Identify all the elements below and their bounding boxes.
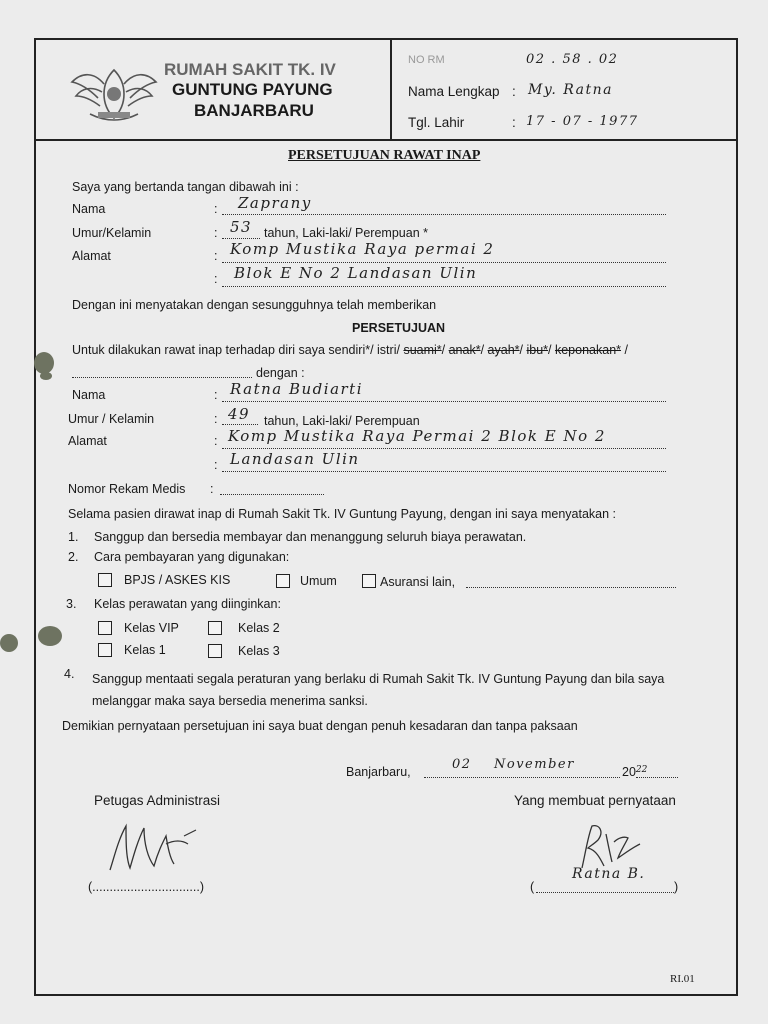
statement-text: Dengan ini menyatakan dengan sesungguhnya telah memberikan xyxy=(72,298,437,312)
signer-alamat-value2: Blok E No 2 Landasan Ulin xyxy=(234,264,478,282)
item-2-text: Cara pembayaran yang digunakan: xyxy=(94,550,290,564)
persetujuan-heading: PERSETUJUAN xyxy=(352,321,446,335)
signer-umur-line xyxy=(222,238,260,239)
kelas-3-label: Kelas 3 xyxy=(238,644,280,658)
demikian-text: Demikian pernyataan persetujuan ini saya buat dengan penuh kesadaran dan tanpa paksaan xyxy=(62,719,578,733)
pembuat-signature xyxy=(574,820,654,872)
item-number: 1. xyxy=(68,530,79,544)
pembuat-label: Yang membuat pernyataan xyxy=(514,793,676,808)
signer-alamat-label: Alamat xyxy=(72,249,111,263)
colon: : xyxy=(512,115,516,130)
patient-umur-line xyxy=(222,424,258,425)
date-month: November xyxy=(494,757,575,772)
patient-alamat-line1 xyxy=(222,448,666,449)
nama-lengkap-label: Nama Lengkap xyxy=(408,84,500,99)
petugas-label: Petugas Administrasi xyxy=(94,793,221,808)
colon: : xyxy=(214,226,218,240)
kelas-1-checkbox[interactable] xyxy=(98,643,112,657)
date-line xyxy=(424,777,620,778)
colon: : xyxy=(214,412,218,426)
item-4-text-line1: Sanggup mentaati segala peraturan yang berlaku di Rumah Sakit Tk. IV Guntung Payung dan bila saya xyxy=(92,672,665,686)
bpjs-label: BPJS / ASKES KIS xyxy=(124,573,231,587)
item-number: 3. xyxy=(66,597,77,611)
bpjs-checkbox[interactable] xyxy=(98,573,112,587)
hospital-name-line1: RUMAH SAKIT TK. IV xyxy=(164,60,336,79)
signer-umur-label: Umur/Kelamin xyxy=(72,226,152,240)
pembuat-bracket-close: ) xyxy=(674,880,679,894)
patient-alamat-line2 xyxy=(222,471,666,472)
signer-nama-line xyxy=(222,214,666,215)
signer-alamat-line1 xyxy=(222,262,666,263)
pembuat-name-line xyxy=(536,892,674,893)
colon: : xyxy=(512,84,516,99)
nomor-rm-label: Nomor Rekam Medis xyxy=(68,482,186,496)
form-code: RI.01 xyxy=(670,973,695,985)
dengan-label: dengan : xyxy=(256,366,305,380)
item-number: 4. xyxy=(64,667,75,681)
nama-lengkap-value: My. Ratna xyxy=(528,82,613,98)
date-year: $20^{22}$ xyxy=(622,765,648,779)
kelas-2-label: Kelas 2 xyxy=(238,621,280,635)
kelas-vip-label: Kelas VIP xyxy=(124,621,179,635)
nomor-rm-line xyxy=(220,494,324,495)
asuransi-checkbox[interactable] xyxy=(362,574,376,588)
relation-line xyxy=(72,377,252,378)
kelas-2-checkbox[interactable] xyxy=(208,621,222,635)
signer-alamat-line2 xyxy=(222,286,666,287)
no-rm-label: NO RM xyxy=(408,54,445,66)
colon: : xyxy=(214,272,218,286)
selama-text: Selama pasien dirawat inap di Rumah Sakit Tk. IV Guntung Payung, dengan ini saya menyatakan : xyxy=(68,507,617,521)
hospital-name-line3: BANJARBARU xyxy=(194,101,314,120)
year-line xyxy=(636,777,678,778)
signer-alamat-value1: Komp Mustika Raya permai 2 xyxy=(230,240,495,258)
colon: : xyxy=(214,458,218,472)
signer-umur-value: 53 xyxy=(230,218,253,236)
petugas-signature xyxy=(104,818,200,874)
item-4-text-line2: melanggar maka saya bersedia menerima sanksi. xyxy=(92,694,368,708)
colon: : xyxy=(214,249,218,263)
item-3-text: Kelas perawatan yang diinginkan: xyxy=(94,597,281,611)
patient-alamat-value2: Landasan Ulin xyxy=(230,450,360,468)
patient-nama-value: Ratna Budiarti xyxy=(230,380,364,398)
kelas-3-checkbox[interactable] xyxy=(208,644,222,658)
colon: : xyxy=(210,482,214,496)
umum-label: Umum xyxy=(300,574,337,588)
hospital-emblem-logo xyxy=(68,62,160,126)
punch-hole xyxy=(38,626,62,646)
header-vertical-divider xyxy=(390,38,392,140)
no-rm-value: 02 . 58 . 02 xyxy=(526,52,619,67)
signer-umur-suffix: tahun, Laki-laki/ Perempuan * xyxy=(264,226,428,240)
kelas-vip-checkbox[interactable] xyxy=(98,621,112,635)
pembuat-name: Ratna B. xyxy=(572,866,646,882)
item-number: 2. xyxy=(68,550,79,564)
item-1-text: Sanggup dan bersedia membayar dan menanggung seluruh biaya perawatan. xyxy=(94,530,527,544)
colon: : xyxy=(214,434,218,448)
patient-alamat-value1: Komp Mustika Raya Permai 2 Blok E No 2 xyxy=(228,427,606,445)
colon: : xyxy=(214,202,218,216)
asuransi-line xyxy=(466,587,676,588)
umum-checkbox[interactable] xyxy=(276,574,290,588)
untuk-text: Untuk dilakukan rawat inap terhadap diri saya sendiri*/ istri/ suami*/ anak*/ ayah*/ ibu*/ keponakan* / xyxy=(72,343,628,357)
punch-hole xyxy=(34,352,54,374)
asuransi-label: Asuransi lain, xyxy=(380,575,456,589)
patient-nama-label: Nama xyxy=(72,388,106,402)
pembuat-bracket-open: ( xyxy=(530,880,535,894)
patient-alamat-label: Alamat xyxy=(68,434,107,448)
signer-nama-value: Zaprany xyxy=(238,194,312,212)
tgl-lahir-label: Tgl. Lahir xyxy=(408,115,465,130)
form-title: PERSETUJUAN RAWAT INAP xyxy=(288,148,481,163)
petugas-name-bracket: (...............................) xyxy=(88,880,204,894)
intro-text: Saya yang bertanda tangan dibawah ini : xyxy=(72,180,299,194)
patient-umur-suffix: tahun, Laki-laki/ Perempuan xyxy=(264,414,420,428)
tgl-lahir-value: 17 - 07 - 1977 xyxy=(526,114,639,129)
patient-umur-label: Umur / Kelamin xyxy=(68,412,155,426)
date-day: 02 xyxy=(452,757,472,772)
signer-nama-label: Nama xyxy=(72,202,106,216)
header-divider xyxy=(34,139,738,141)
date-place: Banjarbaru, xyxy=(346,765,411,779)
patient-umur-value: 49 xyxy=(228,405,251,423)
hospital-name-line2: GUNTUNG PAYUNG xyxy=(172,80,333,99)
punch-hole xyxy=(40,372,52,380)
punch-hole xyxy=(0,634,18,652)
colon: : xyxy=(214,388,218,402)
kelas-1-label: Kelas 1 xyxy=(124,643,166,657)
patient-nama-line xyxy=(222,401,666,402)
